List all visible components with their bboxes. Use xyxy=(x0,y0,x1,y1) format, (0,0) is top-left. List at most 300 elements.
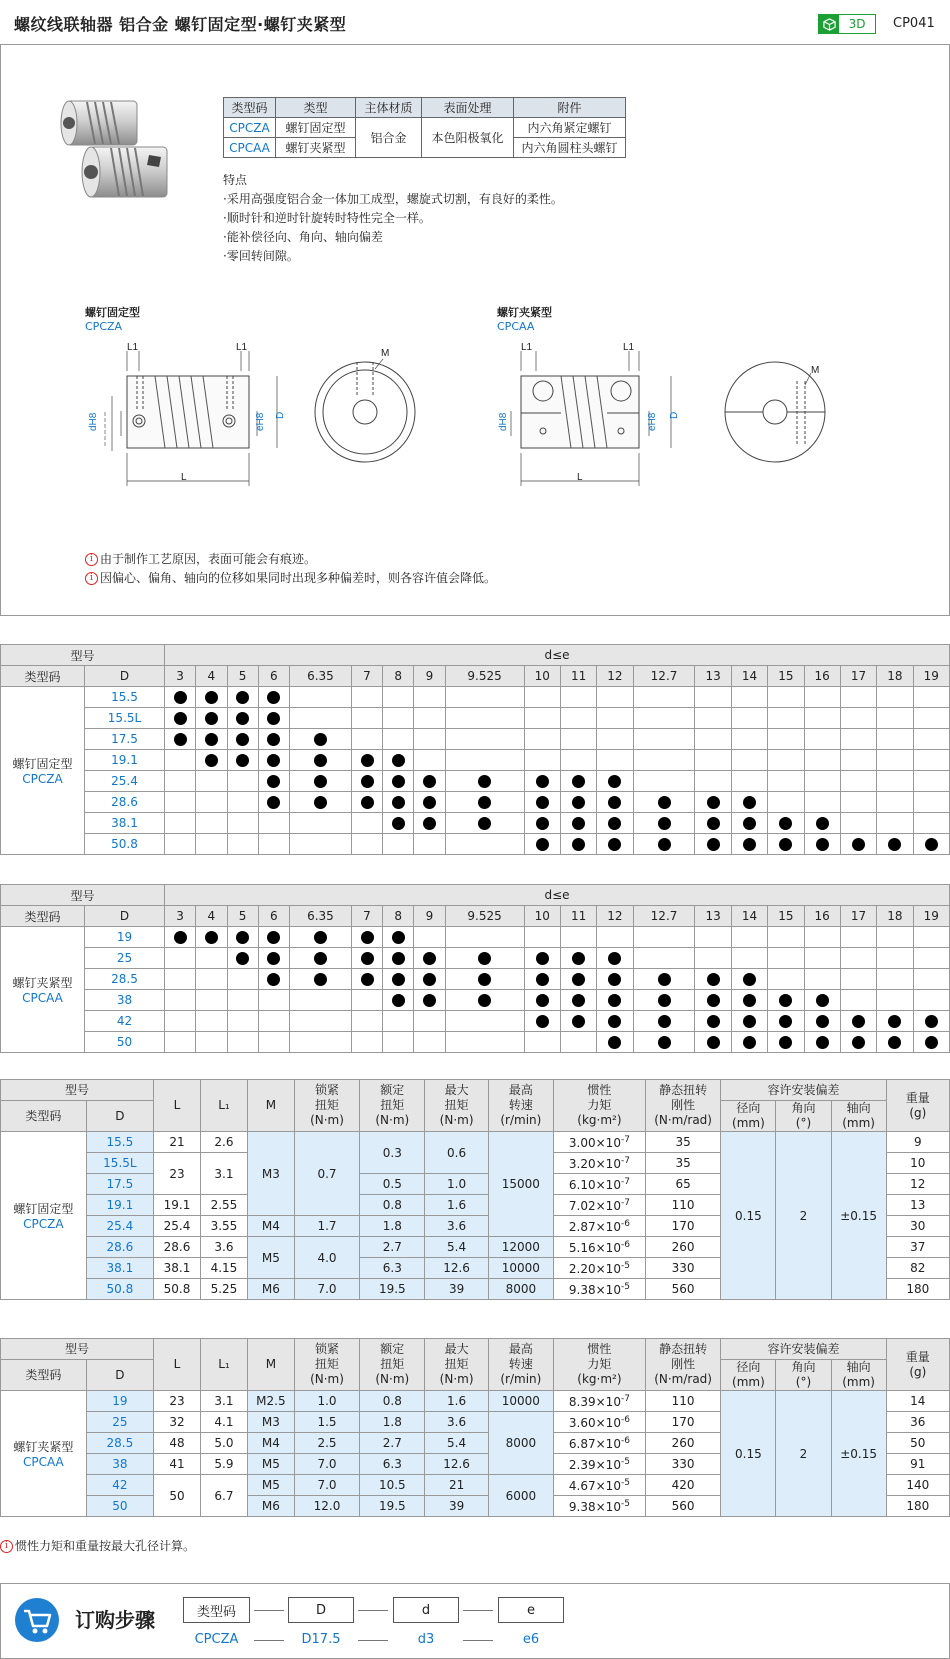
dim-m: M xyxy=(381,348,390,359)
bore-table-cpcaa xyxy=(0,884,950,1053)
col-max-torque xyxy=(425,1339,488,1391)
col-axial-line: (mm) xyxy=(842,1116,875,1130)
availability-cell xyxy=(731,813,767,834)
outer-diameter-cell[interactable]: 15.5 xyxy=(86,1132,153,1153)
availability-cell xyxy=(913,771,949,792)
availability-cell xyxy=(633,927,695,948)
col-inertia-line: 惯性 xyxy=(587,1342,612,1356)
availability-cell xyxy=(258,990,289,1011)
availability-cell xyxy=(258,969,289,990)
L1-cell: 4.15 xyxy=(200,1258,247,1279)
availability-cell xyxy=(165,990,196,1011)
available-dot xyxy=(888,838,901,851)
bore-size-header: 16 xyxy=(804,666,840,687)
stiffness-cell: 260 xyxy=(645,1237,721,1258)
stiffness-cell: 170 xyxy=(645,1216,721,1237)
available-dot xyxy=(314,733,327,746)
bore-size-header: 3 xyxy=(165,666,196,687)
availability-cell xyxy=(560,750,596,771)
page-header xyxy=(0,0,950,48)
availability-cell xyxy=(695,948,731,969)
available-dot xyxy=(478,973,491,986)
type-code[interactable]: CPCZA xyxy=(23,1217,64,1231)
type-code-cell[interactable]: CPCZA xyxy=(224,118,276,138)
outer-diameter-cell[interactable]: 15.5 xyxy=(85,687,165,708)
outer-diameter-cell[interactable]: 25.4 xyxy=(85,771,165,792)
outer-diameter-cell[interactable]: 19 xyxy=(86,1391,153,1412)
outer-diameter-cell[interactable]: 25 xyxy=(85,948,165,969)
inertia-exp: -5 xyxy=(620,1477,630,1488)
availability-cell xyxy=(227,990,258,1011)
bore-size-header: 8 xyxy=(383,666,414,687)
availability-cell xyxy=(633,750,695,771)
L-cell: 28.6 xyxy=(154,1237,201,1258)
availability-cell xyxy=(768,792,804,813)
outer-diameter-cell[interactable]: 19.1 xyxy=(85,750,165,771)
inertia-exp: -7 xyxy=(620,1134,630,1145)
type-cell xyxy=(1,1391,87,1517)
availability-cell xyxy=(695,792,731,813)
availability-cell xyxy=(768,771,804,792)
available-dot xyxy=(267,754,280,767)
bore-size-header: 6.35 xyxy=(290,666,352,687)
availability-cell xyxy=(196,792,227,813)
rated-cell: 0.8 xyxy=(360,1391,425,1412)
col-rated-torque xyxy=(360,1080,425,1132)
availability-cell xyxy=(383,1011,414,1032)
col-surface: 表面处理 xyxy=(422,98,514,118)
availability-cell xyxy=(560,729,596,750)
available-dot xyxy=(658,817,671,830)
M-cell: M3 xyxy=(247,1412,294,1433)
feature-item: ·顺时针和逆时针旋转时特性完全一样。 xyxy=(223,211,431,225)
drawing-label-left xyxy=(85,306,140,334)
availability-cell xyxy=(414,708,445,729)
availability-cell xyxy=(165,813,196,834)
availability-cell xyxy=(445,969,524,990)
outer-diameter-cell[interactable]: 38 xyxy=(85,990,165,1011)
availability-cell xyxy=(597,771,633,792)
inertia-base: 3.20×10 xyxy=(568,1156,621,1171)
col-lock-torque-line: (N·m) xyxy=(310,1113,344,1127)
stiffness-cell: 420 xyxy=(645,1475,721,1496)
order-dash xyxy=(463,1640,493,1641)
weight-cell: 91 xyxy=(886,1454,949,1475)
availability-cell xyxy=(165,1011,196,1032)
feature-item: ·能补偿径向、角向、轴向偏差 xyxy=(223,230,383,244)
order-value-d-outer: D17.5 xyxy=(301,1632,341,1647)
col-type-code: 类型码 xyxy=(224,98,276,118)
outer-diameter-cell[interactable]: 19 xyxy=(85,927,165,948)
availability-cell xyxy=(633,990,695,1011)
outer-diameter-cell[interactable]: 38.1 xyxy=(86,1258,153,1279)
availability-cell xyxy=(560,792,596,813)
available-dot xyxy=(267,775,280,788)
weight-cell: 13 xyxy=(886,1195,949,1216)
available-dot xyxy=(478,952,491,965)
available-dot xyxy=(658,1036,671,1049)
availability-cell xyxy=(804,771,840,792)
rated-cell: 2.7 xyxy=(360,1237,425,1258)
availability-cell xyxy=(351,750,382,771)
order-steps xyxy=(0,1583,950,1659)
stiffness-cell: 560 xyxy=(645,1279,721,1300)
col-allowance: 容许安装偏差 xyxy=(721,1339,886,1360)
outer-diameter-cell[interactable]: 42 xyxy=(86,1475,153,1496)
availability-cell xyxy=(840,834,876,855)
col-speed-line: 最高 xyxy=(508,1083,533,1097)
table-row xyxy=(1,708,950,729)
outer-diameter-cell[interactable]: 38 xyxy=(86,1454,153,1475)
spec-note-text: 惯性力矩和重量按最大孔径计算。 xyxy=(15,1539,196,1553)
inertia-exp: -6 xyxy=(620,1414,630,1425)
availability-cell xyxy=(804,750,840,771)
outer-diameter-cell[interactable]: 17.5 xyxy=(85,729,165,750)
L1-cell: 3.1 xyxy=(200,1391,247,1412)
order-field-d[interactable]: d xyxy=(393,1597,459,1623)
availability-cell xyxy=(877,969,913,990)
availability-cell xyxy=(695,687,731,708)
available-dot xyxy=(536,994,549,1007)
availability-cell xyxy=(414,687,445,708)
availability-cell xyxy=(560,708,596,729)
available-dot xyxy=(779,994,792,1007)
outer-diameter-cell[interactable]: 15.5L xyxy=(85,708,165,729)
availability-cell xyxy=(165,927,196,948)
info-icon: i xyxy=(0,1540,13,1553)
available-dot xyxy=(888,1015,901,1028)
M-cell: M5 xyxy=(247,1237,294,1279)
availability-cell xyxy=(877,927,913,948)
availability-cell xyxy=(597,834,633,855)
outer-diameter-cell[interactable]: 28.5 xyxy=(86,1433,153,1454)
availability-cell xyxy=(290,1032,352,1053)
col-stiffness-line: 刚性 xyxy=(671,1357,696,1371)
type-code[interactable]: CPCAA xyxy=(22,991,63,1005)
col-model: 型号 xyxy=(1,885,165,906)
availability-cell xyxy=(165,729,196,750)
inertia-cell xyxy=(554,1195,646,1216)
availability-cell xyxy=(731,948,767,969)
available-dot xyxy=(658,973,671,986)
order-field-type-code[interactable]: 类型码 xyxy=(183,1597,250,1623)
outer-diameter-cell[interactable]: 25.4 xyxy=(86,1216,153,1237)
available-dot xyxy=(423,817,436,830)
col-l1: L₁ xyxy=(200,1080,247,1132)
outer-diameter-cell[interactable]: 28.5 xyxy=(85,969,165,990)
available-dot xyxy=(236,754,249,767)
type-code-cell[interactable]: CPCAA xyxy=(224,138,276,158)
availability-cell xyxy=(597,969,633,990)
col-speed xyxy=(488,1339,553,1391)
col-angular-line: 角向 xyxy=(791,1360,816,1374)
availability-cell xyxy=(877,687,913,708)
outer-diameter-cell[interactable]: 15.5L xyxy=(86,1153,153,1174)
availability-cell xyxy=(227,708,258,729)
availability-cell xyxy=(768,927,804,948)
available-dot xyxy=(608,796,621,809)
availability-cell xyxy=(913,927,949,948)
available-dot xyxy=(707,838,720,851)
availability-cell xyxy=(560,834,596,855)
available-dot xyxy=(536,973,549,986)
available-dot xyxy=(361,973,374,986)
inertia-exp: -7 xyxy=(620,1197,630,1208)
availability-cell xyxy=(414,948,445,969)
col-lock-torque-line: 扭矩 xyxy=(315,1098,340,1112)
availability-cell xyxy=(597,792,633,813)
availability-cell xyxy=(524,729,560,750)
availability-cell xyxy=(445,792,524,813)
availability-cell xyxy=(877,1011,913,1032)
bore-size-header: 9.525 xyxy=(445,906,524,927)
availability-cell xyxy=(414,771,445,792)
available-dot xyxy=(314,973,327,986)
L1-cell: 5.0 xyxy=(200,1433,247,1454)
outer-diameter-cell[interactable]: 38.1 xyxy=(85,813,165,834)
available-dot xyxy=(925,1036,938,1049)
order-value-d: d3 xyxy=(417,1632,435,1647)
col-inertia-line: 力矩 xyxy=(587,1357,612,1371)
inertia-cell xyxy=(554,1475,646,1496)
availability-cell xyxy=(731,834,767,855)
max-cell: 12.6 xyxy=(425,1454,488,1475)
outer-diameter-cell[interactable]: 19.1 xyxy=(86,1195,153,1216)
bore-size-header: 5 xyxy=(227,906,258,927)
inertia-cell xyxy=(554,1391,646,1412)
table-row xyxy=(1,948,950,969)
availability-cell xyxy=(383,969,414,990)
inertia-base: 5.16×10 xyxy=(568,1240,621,1255)
stiffness-cell: 35 xyxy=(645,1132,721,1153)
availability-cell xyxy=(414,729,445,750)
weight-cell: 14 xyxy=(886,1391,949,1412)
order-title: 订购步骤 xyxy=(75,1608,155,1632)
rated-cell: 6.3 xyxy=(360,1454,425,1475)
availability-cell xyxy=(351,729,382,750)
M-cell: M2.5 xyxy=(247,1391,294,1412)
rated-cell: 1.8 xyxy=(360,1216,425,1237)
available-dot xyxy=(423,952,436,965)
availability-cell xyxy=(768,990,804,1011)
stiffness-cell: 170 xyxy=(645,1412,721,1433)
availability-cell xyxy=(804,834,840,855)
available-dot xyxy=(779,838,792,851)
bore-size-header: 3 xyxy=(165,906,196,927)
availability-cell xyxy=(804,948,840,969)
bore-table-cpcza xyxy=(0,644,950,855)
availability-cell xyxy=(227,771,258,792)
availability-cell xyxy=(913,1011,949,1032)
availability-cell xyxy=(165,687,196,708)
available-dot xyxy=(423,994,436,1007)
availability-cell xyxy=(165,750,196,771)
col-type: 类型 xyxy=(276,98,356,118)
inertia-exp: -5 xyxy=(620,1281,630,1292)
col-lock-torque-line: 锁紧 xyxy=(315,1083,340,1097)
availability-cell xyxy=(383,687,414,708)
dim-dh8: dH8 xyxy=(88,412,99,431)
stiffness-cell: 330 xyxy=(645,1258,721,1279)
order-field-e[interactable]: e xyxy=(498,1597,564,1623)
outer-diameter-cell[interactable]: 28.6 xyxy=(86,1237,153,1258)
col-inertia-line: 惯性 xyxy=(587,1083,612,1097)
outer-diameter-cell[interactable]: 50 xyxy=(85,1032,165,1053)
availability-cell xyxy=(290,687,352,708)
3d-model-button[interactable] xyxy=(818,14,876,34)
col-lock-torque xyxy=(294,1080,359,1132)
availability-cell xyxy=(768,750,804,771)
col-speed-line: 转速 xyxy=(508,1098,533,1112)
availability-cell xyxy=(524,1011,560,1032)
type-name: 螺钉夹紧型 xyxy=(12,976,73,990)
availability-cell xyxy=(768,1032,804,1053)
available-dot xyxy=(743,817,756,830)
available-dot xyxy=(236,733,249,746)
bore-size-header: 15 xyxy=(768,906,804,927)
available-dot xyxy=(852,1036,865,1049)
col-angular-line: (°) xyxy=(795,1116,812,1130)
availability-cell xyxy=(351,771,382,792)
available-dot xyxy=(608,1015,621,1028)
header-row xyxy=(1,645,950,666)
col-rated-torque-line: 扭矩 xyxy=(380,1098,405,1112)
outer-diameter-cell[interactable]: 50 xyxy=(86,1496,153,1517)
available-dot xyxy=(608,994,621,1007)
rated-cell: 2.7 xyxy=(360,1433,425,1454)
feature-item: ·采用高强度铝合金一体加工成型，螺旋式切割，有良好的柔性。 xyxy=(223,192,563,206)
col-speed-line: 最高 xyxy=(508,1342,533,1356)
available-dot xyxy=(267,691,280,704)
type-code[interactable]: CPCAA xyxy=(22,1455,64,1469)
table-row xyxy=(1,1032,950,1053)
availability-cell xyxy=(597,927,633,948)
speed-cell: 15000 xyxy=(488,1132,553,1237)
note-text: 因偏心、偏角、轴向的位移如果同时出现多种偏差时，则各容许值会降低。 xyxy=(100,571,497,585)
availability-cell xyxy=(840,990,876,1011)
col-stiffness-line: 静态扭转 xyxy=(659,1083,708,1097)
available-dot xyxy=(392,973,405,986)
lock-cell: 2.5 xyxy=(294,1433,359,1454)
weight-cell: 180 xyxy=(886,1496,949,1517)
outer-diameter-cell[interactable]: 25 xyxy=(86,1412,153,1433)
available-dot xyxy=(658,796,671,809)
available-dot xyxy=(392,994,405,1007)
rated-cell: 19.5 xyxy=(360,1279,425,1300)
availability-cell xyxy=(290,948,352,969)
availability-cell xyxy=(258,792,289,813)
weight-cell: 10 xyxy=(886,1153,949,1174)
availability-cell xyxy=(524,687,560,708)
col-radial-line: 径向 xyxy=(736,1360,761,1374)
outer-diameter-cell[interactable]: 17.5 xyxy=(86,1174,153,1195)
available-dot xyxy=(478,775,491,788)
accessory-cell: 内六角圆柱头螺钉 xyxy=(514,138,626,158)
outer-diameter-cell[interactable]: 28.6 xyxy=(85,792,165,813)
col-accessory: 附件 xyxy=(514,98,626,118)
stiffness-cell: 560 xyxy=(645,1496,721,1517)
available-dot xyxy=(314,754,327,767)
available-dot xyxy=(174,691,187,704)
max-cell: 39 xyxy=(425,1496,488,1517)
max-cell: 3.6 xyxy=(425,1216,488,1237)
availability-cell xyxy=(351,990,382,1011)
max-cell: 5.4 xyxy=(425,1237,488,1258)
available-dot xyxy=(852,1015,865,1028)
spec-note xyxy=(0,1537,195,1556)
availability-cell xyxy=(877,771,913,792)
bore-size-header: 6 xyxy=(258,666,289,687)
outer-diameter-cell[interactable]: 50.8 xyxy=(85,834,165,855)
availability-cell xyxy=(695,927,731,948)
note-text: 由于制作工艺原因，表面可能会有痕迹。 xyxy=(100,552,317,566)
available-dot xyxy=(392,931,405,944)
col-inertia xyxy=(554,1080,646,1132)
col-l1: L₁ xyxy=(200,1339,247,1391)
inertia-base: 9.38×10 xyxy=(568,1499,621,1514)
availability-cell xyxy=(290,1011,352,1032)
availability-cell xyxy=(633,969,695,990)
col-l: L xyxy=(154,1080,201,1132)
available-dot xyxy=(743,838,756,851)
overview-section xyxy=(0,44,950,616)
availability-cell xyxy=(597,687,633,708)
order-field-d-outer[interactable]: D xyxy=(288,1597,354,1623)
availability-cell xyxy=(840,927,876,948)
availability-cell xyxy=(165,792,196,813)
availability-cell xyxy=(227,1032,258,1053)
type-code[interactable]: CPCZA xyxy=(22,772,63,786)
order-dash xyxy=(463,1610,493,1611)
availability-cell xyxy=(768,708,804,729)
M-cell: M5 xyxy=(247,1475,294,1496)
L1-cell: 2.6 xyxy=(200,1132,247,1153)
available-dot xyxy=(816,838,829,851)
availability-cell xyxy=(290,750,352,771)
available-dot xyxy=(608,775,621,788)
available-dot xyxy=(174,733,187,746)
availability-cell xyxy=(445,771,524,792)
stiffness-cell: 65 xyxy=(645,1174,721,1195)
col-lock-torque-line: 扭矩 xyxy=(315,1357,340,1371)
stiffness-cell: 35 xyxy=(645,1153,721,1174)
available-dot xyxy=(608,973,621,986)
availability-cell xyxy=(560,771,596,792)
availability-cell xyxy=(695,729,731,750)
availability-cell xyxy=(258,708,289,729)
outer-diameter-cell[interactable]: 50.8 xyxy=(86,1279,153,1300)
availability-cell xyxy=(731,969,767,990)
lock-cell: 4.0 xyxy=(294,1237,359,1279)
col-weight xyxy=(886,1339,949,1391)
availability-cell xyxy=(804,813,840,834)
available-dot xyxy=(392,796,405,809)
outer-diameter-cell[interactable]: 42 xyxy=(85,1011,165,1032)
availability-cell xyxy=(227,834,258,855)
availability-cell xyxy=(383,750,414,771)
available-dot xyxy=(572,838,585,851)
product-image xyxy=(51,97,176,202)
availability-cell xyxy=(351,948,382,969)
available-dot xyxy=(478,796,491,809)
available-dot xyxy=(423,973,436,986)
col-d: D xyxy=(86,1101,153,1132)
L-cell: 48 xyxy=(154,1433,201,1454)
col-axial-line: (mm) xyxy=(842,1375,875,1389)
col-radial xyxy=(721,1360,776,1391)
availability-cell xyxy=(196,687,227,708)
availability-cell xyxy=(560,948,596,969)
